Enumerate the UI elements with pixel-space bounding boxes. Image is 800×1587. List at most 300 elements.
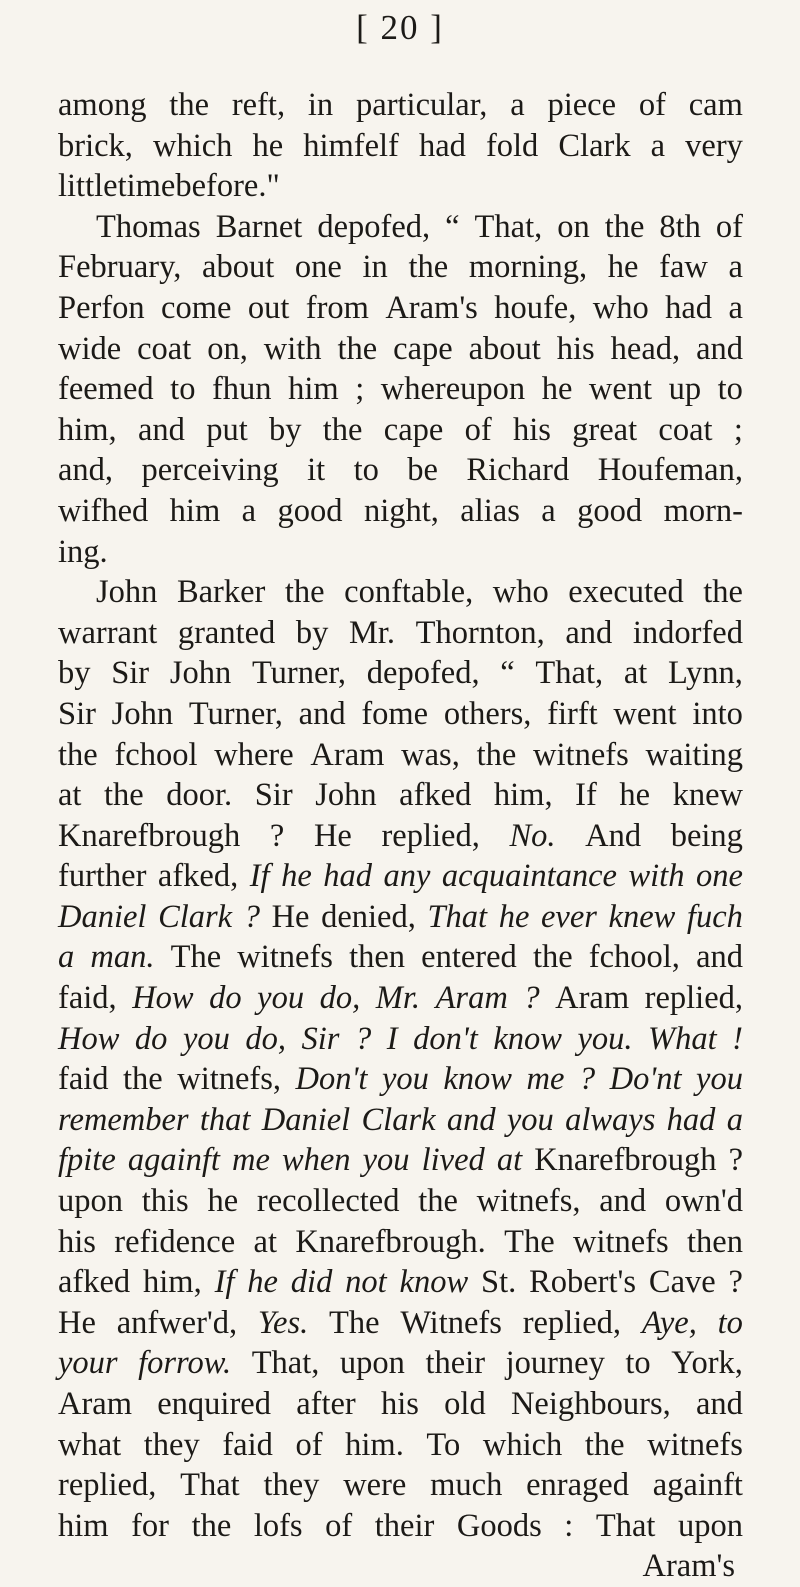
word: me — [231, 1142, 270, 1179]
word: enraged — [526, 1467, 629, 1504]
word: that — [199, 1101, 251, 1138]
word: and, — [58, 452, 114, 489]
word: cam — [688, 87, 743, 123]
text-line — [58, 694, 743, 735]
word: one — [695, 858, 743, 895]
text-line — [58, 937, 743, 978]
word: great — [572, 411, 638, 448]
word: of — [715, 208, 743, 245]
word: Aram — [555, 980, 630, 1017]
word: replied, — [58, 1467, 157, 1504]
word: be — [407, 452, 438, 489]
word: alias — [460, 492, 520, 529]
word: their — [425, 1345, 486, 1382]
text-line — [58, 1343, 743, 1384]
word: witnefs — [237, 939, 333, 976]
word: fchool — [114, 736, 198, 773]
word: and — [696, 939, 743, 976]
word: him. — [345, 1426, 404, 1463]
text-line — [58, 532, 743, 573]
word: Aram — [58, 1386, 132, 1422]
word: he — [207, 1183, 239, 1220]
word: the — [104, 777, 144, 814]
word: to — [717, 371, 743, 408]
text-line — [58, 856, 743, 897]
word: his — [512, 411, 551, 448]
word: St. — [481, 1264, 517, 1301]
word: man. — [90, 939, 155, 976]
word: fhun — [211, 371, 272, 408]
word: the — [123, 1061, 163, 1098]
word: How — [58, 1020, 120, 1057]
word: him — [288, 371, 339, 408]
word: witnefs — [572, 1223, 669, 1260]
word: very — [685, 127, 743, 164]
word: remember — [58, 1101, 189, 1138]
word: knew — [608, 898, 676, 935]
word: morning, — [468, 249, 588, 286]
word: he — [281, 858, 312, 895]
word: : — [564, 1507, 574, 1544]
word: at — [253, 1223, 277, 1260]
word: they — [263, 1467, 320, 1504]
word: Aram's — [385, 289, 478, 326]
word: John — [111, 695, 174, 732]
word: little — [58, 168, 118, 205]
word: warrant — [58, 614, 158, 651]
word: himfelf — [303, 127, 399, 164]
word: Sir — [111, 655, 150, 692]
text-line — [58, 207, 743, 248]
word: John — [169, 655, 232, 692]
word: do, — [319, 980, 361, 1017]
word: Aram — [310, 736, 385, 773]
text-line — [58, 613, 743, 654]
word: faid, — [58, 980, 117, 1017]
word: any — [383, 858, 431, 895]
text-line — [58, 897, 743, 938]
word: ? — [354, 1020, 372, 1057]
text-line — [58, 288, 743, 329]
word: he — [252, 127, 284, 164]
word: and — [446, 1101, 496, 1138]
word: to — [170, 371, 196, 408]
word: Daniel — [58, 898, 147, 935]
text-line — [58, 126, 743, 167]
word: to — [625, 1345, 651, 1382]
text-line — [58, 369, 743, 410]
text-line — [58, 1100, 743, 1141]
word: what — [58, 1426, 122, 1463]
word: were — [343, 1467, 407, 1504]
word: He — [313, 817, 352, 854]
word: you. — [577, 1020, 633, 1057]
word: in — [362, 249, 388, 286]
word: That, — [251, 1345, 320, 1382]
word: the — [169, 87, 210, 123]
word: him, — [143, 1264, 202, 1301]
word: did — [290, 1264, 333, 1301]
word: coat — [137, 330, 192, 367]
word: coat — [658, 411, 713, 448]
word: in — [307, 87, 334, 123]
word: he — [619, 777, 651, 814]
catchword — [58, 1546, 743, 1587]
word: Cave — [648, 1264, 716, 1301]
text-line — [58, 1181, 743, 1222]
word: of — [464, 411, 492, 448]
word: you — [182, 1020, 230, 1057]
word: And — [585, 817, 642, 854]
word: Knarefbrough. — [295, 1223, 486, 1260]
word: the — [322, 411, 363, 448]
word: lofs — [253, 1507, 303, 1544]
word: went — [588, 371, 653, 408]
text-line — [58, 775, 743, 816]
word: faw — [659, 249, 708, 286]
word: further — [58, 858, 147, 895]
word: fchool, — [588, 939, 680, 976]
word: That, — [535, 655, 604, 692]
word: enquired — [157, 1386, 271, 1422]
word: you — [362, 1142, 410, 1179]
word: a — [726, 1101, 743, 1138]
word: and — [599, 1183, 647, 1220]
word: him — [58, 1507, 109, 1544]
text-line — [58, 1222, 743, 1263]
word: He — [58, 1304, 96, 1341]
word: with — [263, 330, 322, 367]
word: replied, — [644, 980, 743, 1017]
word: conftable, — [344, 574, 474, 611]
word: a — [510, 87, 525, 123]
word: his — [556, 330, 595, 367]
word: the — [604, 208, 645, 245]
word: up — [668, 371, 702, 408]
word: Knarefbrough — [534, 1142, 717, 1179]
word: feemed — [58, 371, 154, 408]
word: againft — [652, 1467, 743, 1504]
word: who — [492, 574, 549, 611]
word: being — [670, 817, 743, 854]
text-line — [58, 816, 743, 857]
word: piece — [547, 87, 617, 123]
word: Turner, — [251, 655, 347, 692]
word: ; — [733, 411, 743, 448]
word: Houfeman, — [597, 452, 743, 489]
word: a — [650, 127, 666, 164]
word: Knarefbrough — [58, 817, 241, 854]
word: ? — [243, 898, 260, 935]
word: ever — [540, 898, 597, 935]
word: know — [399, 1264, 469, 1301]
word: and — [565, 614, 613, 651]
word: a — [241, 492, 257, 529]
word: Goods — [456, 1507, 542, 1544]
word: good — [577, 492, 643, 529]
word: fpite — [58, 1142, 116, 1179]
word: out — [247, 289, 290, 326]
body-text — [58, 85, 743, 1587]
word: know — [493, 1020, 562, 1057]
word: witnefs, — [177, 1061, 282, 1098]
word: Richard — [466, 452, 570, 489]
word: always — [565, 1101, 656, 1138]
word: That — [427, 898, 488, 935]
word: much — [430, 1467, 503, 1504]
word: me — [526, 1061, 565, 1098]
word: do — [134, 1020, 168, 1057]
word: firft — [547, 695, 598, 732]
word: witnefs, — [476, 1183, 581, 1220]
word: ? — [523, 980, 540, 1017]
word: put — [206, 411, 248, 448]
word: the — [284, 574, 325, 611]
word: and — [695, 1386, 743, 1422]
word: who — [592, 289, 649, 326]
word: before." — [175, 168, 280, 205]
word: the — [584, 1426, 625, 1463]
word: the — [191, 1507, 232, 1544]
word: Aram's — [642, 1548, 735, 1585]
word: fold — [485, 127, 539, 164]
word: 8th — [659, 208, 701, 245]
word: by — [269, 411, 302, 448]
word: Sir — [301, 1020, 340, 1057]
word: Thomas — [96, 208, 201, 245]
word: you — [696, 1061, 743, 1098]
word: That, — [474, 208, 543, 245]
word: the — [418, 1183, 458, 1220]
word: Barnet — [215, 208, 303, 245]
word: forrow. — [138, 1345, 232, 1382]
text-line — [58, 1262, 743, 1303]
word: do, — [245, 1020, 287, 1057]
word: the — [408, 249, 449, 286]
word: then — [349, 939, 406, 976]
word: Don't — [295, 1061, 368, 1098]
word: you — [506, 1101, 554, 1138]
word: him — [169, 492, 221, 529]
word: fuch — [686, 898, 743, 935]
word: February, — [58, 249, 182, 286]
word: door. — [166, 777, 233, 814]
text-line — [58, 978, 743, 1019]
text-line — [58, 735, 743, 776]
word: witnefs — [647, 1426, 743, 1463]
word: “ — [500, 655, 515, 692]
word: a — [728, 289, 743, 326]
word: among — [58, 87, 147, 123]
word: about — [468, 330, 541, 367]
word: a — [541, 492, 556, 529]
word: Sir — [254, 777, 293, 814]
word: acquaintance — [441, 858, 617, 895]
text-line — [58, 572, 743, 613]
word: their — [374, 1507, 435, 1544]
word: entered — [421, 939, 517, 976]
word: He — [271, 898, 310, 935]
word: What — [648, 1020, 717, 1057]
word: cape — [393, 330, 453, 367]
word: he — [498, 898, 530, 935]
word: “ — [445, 208, 460, 245]
word: the — [476, 736, 517, 773]
word: time — [117, 168, 176, 205]
word: Clark — [361, 1101, 436, 1138]
word: Sir — [58, 695, 96, 732]
word: witnefs — [533, 736, 629, 773]
text-line — [58, 1019, 743, 1060]
text-line — [58, 1303, 743, 1344]
word: ; — [355, 371, 365, 408]
word: Do'nt — [609, 1061, 682, 1098]
word: had — [665, 289, 713, 326]
word: had — [323, 858, 372, 895]
word: perceiving — [141, 452, 279, 489]
word: Thornton, — [415, 614, 545, 651]
word: againft — [127, 1142, 220, 1179]
word: upon — [339, 1345, 405, 1382]
text-line — [58, 491, 743, 532]
word: brick, — [58, 127, 133, 164]
word: and — [298, 695, 346, 732]
text-line — [58, 410, 743, 451]
word: your — [58, 1345, 118, 1382]
word: ing. — [58, 533, 108, 570]
word: I — [386, 1020, 398, 1057]
word: wide — [58, 330, 122, 367]
text-line — [58, 1425, 743, 1466]
word: upon — [677, 1507, 743, 1544]
word: the — [532, 939, 573, 976]
word: know — [443, 1061, 512, 1098]
word: Perfon — [58, 289, 145, 326]
word: for — [131, 1507, 170, 1544]
text-line — [58, 1059, 743, 1100]
word: Turner, — [188, 695, 283, 732]
word: York, — [671, 1345, 743, 1382]
word: reft, — [231, 87, 286, 123]
text-line — [58, 1140, 743, 1181]
word: The — [170, 939, 222, 976]
word: his — [380, 1386, 419, 1422]
word: night, — [363, 492, 439, 529]
word: he — [607, 249, 639, 286]
word: to — [353, 452, 379, 489]
word: do — [209, 980, 242, 1017]
word: indorfed — [632, 614, 743, 651]
word: him, — [493, 777, 553, 814]
word: Daniel — [261, 1101, 351, 1138]
word: the — [337, 330, 378, 367]
word: old — [444, 1386, 486, 1422]
word: knew — [672, 777, 743, 814]
text-line — [58, 85, 743, 126]
word: Witnefs — [400, 1304, 502, 1341]
word: a — [728, 249, 743, 286]
word: John — [315, 777, 377, 814]
word: not — [345, 1264, 387, 1301]
word: don't — [413, 1020, 478, 1057]
word: come — [161, 289, 232, 326]
text-line — [58, 1506, 743, 1547]
word: That — [595, 1507, 656, 1544]
word: and — [696, 330, 743, 367]
word: had — [666, 1101, 716, 1138]
word: lived — [421, 1142, 485, 1179]
word: and — [137, 411, 185, 448]
word: by — [58, 655, 91, 692]
text-line — [58, 247, 743, 288]
word: Robert's — [529, 1264, 637, 1301]
word: at — [623, 655, 648, 692]
word: had — [418, 127, 466, 164]
word: waiting — [645, 736, 743, 773]
text-line — [58, 1465, 743, 1506]
word: That — [180, 1467, 240, 1504]
word: with — [628, 858, 685, 895]
word: executed — [568, 574, 684, 611]
text-line — [58, 653, 743, 694]
word: into — [692, 695, 743, 732]
word: How — [132, 980, 194, 1017]
word: ? — [269, 817, 285, 854]
word: a — [58, 939, 75, 976]
page-number: [ 20 ] — [356, 8, 444, 47]
word: after — [296, 1386, 356, 1422]
text-line — [58, 329, 743, 370]
word: Mr. — [375, 980, 421, 1017]
word: ? — [728, 1142, 743, 1179]
word: Clark — [158, 898, 233, 935]
word: afked, — [157, 858, 239, 895]
word: Aye, — [641, 1304, 697, 1341]
word: whereupon — [380, 371, 526, 408]
word: was, — [401, 736, 460, 773]
word: you — [381, 1061, 429, 1098]
word: him, — [58, 411, 117, 448]
word: his — [58, 1223, 96, 1260]
word: the — [703, 574, 743, 611]
word: own'd — [664, 1183, 743, 1220]
word: afked — [58, 1264, 131, 1301]
word: The — [329, 1304, 380, 1341]
word: If — [575, 777, 597, 814]
word: where — [214, 736, 294, 773]
word: No. — [509, 817, 556, 854]
word: afked — [399, 777, 472, 814]
word: one — [294, 249, 342, 286]
word: cape — [383, 411, 444, 448]
word: replied, — [522, 1304, 622, 1341]
word: upon — [58, 1183, 123, 1220]
word: at — [496, 1142, 523, 1179]
word: morn- — [663, 492, 743, 529]
word: Clark — [558, 127, 631, 164]
word: from — [305, 289, 369, 326]
word: when — [281, 1142, 351, 1179]
word: on — [557, 208, 590, 245]
word: you — [257, 980, 305, 1017]
word: The — [504, 1223, 555, 1260]
word: If — [249, 858, 270, 895]
word: Neighbours, — [510, 1386, 671, 1422]
word: he — [541, 371, 573, 408]
word: granted — [177, 614, 276, 651]
word: To — [426, 1426, 461, 1463]
word: John — [96, 574, 158, 611]
